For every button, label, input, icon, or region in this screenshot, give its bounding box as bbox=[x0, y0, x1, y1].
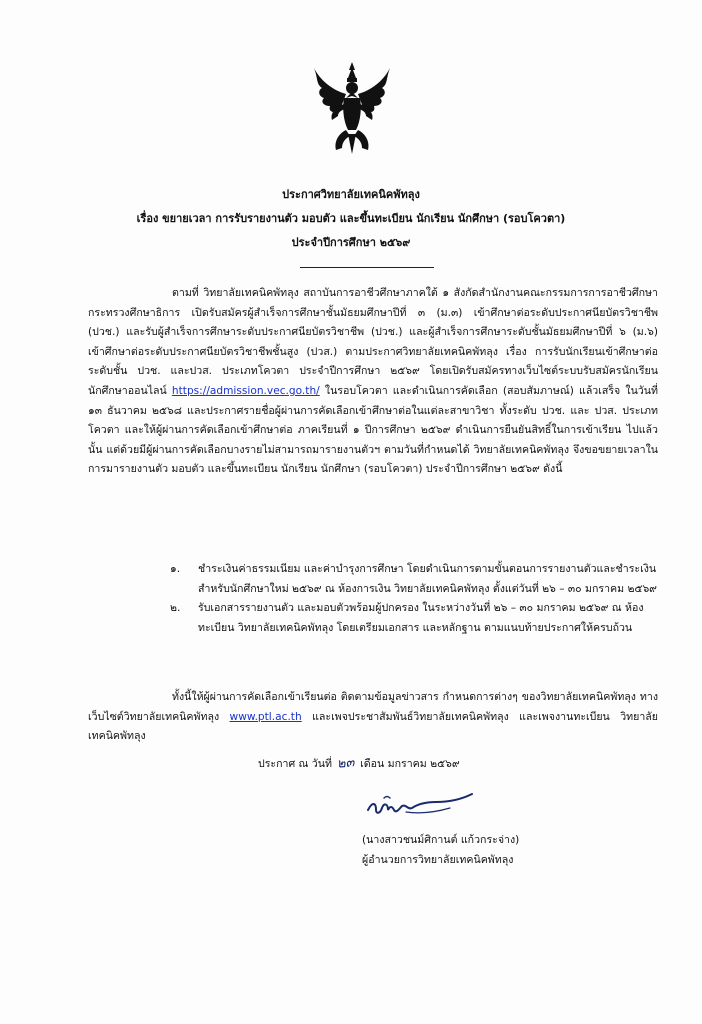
list-item bbox=[170, 560, 670, 599]
academic-year: ประจำปีการศึกษา ๒๕๖๙ bbox=[291, 236, 411, 249]
signer-name: (นางสาวชนม์ศิกานต์ แก้วกระจ่าง) bbox=[362, 834, 520, 846]
admission-link[interactable]: https://admission.vec.go.th/ bbox=[171, 384, 320, 397]
handwritten-signature-icon bbox=[362, 788, 482, 824]
paragraph-followup-text-b: และเพจประชาสัมพันธ์วิทยาลัยเทคนิคพัทลุง และเพจงานทะเบียน วิทยาลัยเทคนิคพัทลุง bbox=[88, 710, 658, 743]
signer-title: ผู้อำนวยการวิทยาลัยเทคนิคพัทลุง bbox=[362, 854, 514, 866]
paragraph-intro-text-b: ในรอบโควตา และดำเนินการคัดเลือก (สอบสัมภาษณ์) แล้วเสร็จ ในวันที่ ๑๓ ธันวาคม ๒๕๖๘ และประกาศรายชื่อผู้ผ่านการคัดเลือกเข้าศึกษาต่อในแต่ละสาขาวิชา ทั้งระดับ ปวช. และ ปวส. ประเภทโควตา และให้ผู้ผ่านการคัดเลือกเข้าศึกษาต่อ ภาคเรียนที่ ๑ ปีการศึกษา ๒๕๖๙ ดำเนินการยืนยันสิทธิ์ในการเข้าเรียน ไปแล้วนั้น แต่ด้วยมีผู้ผ่านการคัดเลือกบางรายไม่สามารถมารายงานตัวฯ ตามวันที่กำหนดได้ วิทยาลัยเทคนิคพัทลุง จึงขอขยายเวลาในการมารายงานตัว มอบตัว และขึ้นทะเบียน นักเรียน นักศึกษา (รอบโควตา) ประจำปีการศึกษา ๒๕๖๙ ดังนี้ bbox=[88, 384, 658, 476]
paragraph-followup-text-a: ทั้งนี้ให้ผู้ผ่านการคัดเลือกเข้าเรียนต่อ ติดตามข้อมูลข่าวสาร กำหนดการต่างๆ ของวิทยาลัยเทคนิคพัทลุง ทางเว็บไซต์วิทยาลัยเทคนิคพัทลุง bbox=[88, 691, 658, 723]
heading-divider bbox=[300, 267, 434, 268]
paragraph-followup bbox=[88, 688, 658, 747]
announce-suffix: เดือน มกราคม ๒๕๖๙ bbox=[360, 758, 460, 770]
paragraph-intro-text-a: ตามที่ วิทยาลัยเทคนิคพัทลุง สถาบันการอาชีวศึกษาภาคใต้ ๑ สังกัดสำนักงานคณะกรรมการการอาชีวศึกษากระทรวงศึกษาธิการ เปิดรับสมัครผู้สำเร็จการศึกษาชั้นมัธยมศึกษาปีที่ ๓ (ม.๓) เข้าศึกษาต่อระดับประกาศนียบัตรวิชาชีพ (ปวช.) และรับผู้สำเร็จการศึกษาระดับประกาศนียบัตรวิชาชีพ (ปวช.) และผู้สำเร็จการศึกษาระดับชั้นมัธยมศึกษาปีที่ ๖ (ม.๖) เข้าศึกษาต่อระดับประกาศนียบัตรวิชาชีพชั้นสูง (ปวส.) ตามประกาศวิทยาลัยเทคนิคพัทลุง เรื่อง การรับนักเรียนเข้าศึกษาต่อระดับชั้น ปวช. และปวส. ประเภทโควตา ประจำปีการศึกษา ๒๕๖๙ โดยเปิดรับสมัครทางเว็บไซต์ระบบรับสมัครนักเรียน นักศึกษาออนไลน์ bbox=[88, 287, 658, 397]
list-item-text: ชำระเงินค่าธรรมเนียม และค่าบำรุงการศึกษา โดยดำเนินการตามขั้นตอนการรายงานตัวและชำระเงิน สำหรับนักศึกษาใหม่ ๒๕๖๙ ณ ห้องการเงิน วิทยาลัยเทคนิคพัทลุง ตั้งแต่วันที่ ๒๖ – ๓๐ มกราคม ๒๕๖๙ bbox=[198, 563, 657, 595]
list-item bbox=[170, 599, 670, 638]
document-subject: เรื่อง ขยายเวลา การรับรายงานตัว มอบตัว และขึ้นทะเบียน นักเรียน นักศึกษา (รอบโควตา) bbox=[136, 212, 566, 225]
college-website-link[interactable]: www.ptl.ac.th bbox=[229, 710, 302, 723]
announce-prefix: ประกาศ ณ วันที่ bbox=[258, 758, 332, 770]
list-item-number: ๒. bbox=[170, 602, 181, 615]
announce-day-handwritten: ๒๓ bbox=[336, 755, 356, 772]
instruction-list bbox=[170, 560, 670, 638]
list-item-text: รับเอกสารรายงานตัว และมอบตัวพร้อมผู้ปกครอง ในระหว่างวันที่ ๒๖ – ๓๐ มกราคม ๒๕๖๙ ณ ห้องทะเบียน วิทยาลัยเทคนิคพัทลุง โดยเตรียมเอกสาร และหลักฐาน ตามแนบท้ายประกาศให้ครบถ้วน bbox=[198, 602, 644, 634]
paragraph-intro bbox=[88, 284, 658, 480]
announcement-date bbox=[258, 756, 460, 772]
list-item-number: ๑. bbox=[170, 563, 181, 575]
document-title: ประกาศวิทยาลัยเทคนิคพัทลุง bbox=[282, 188, 420, 201]
garuda-emblem-icon bbox=[312, 60, 392, 155]
